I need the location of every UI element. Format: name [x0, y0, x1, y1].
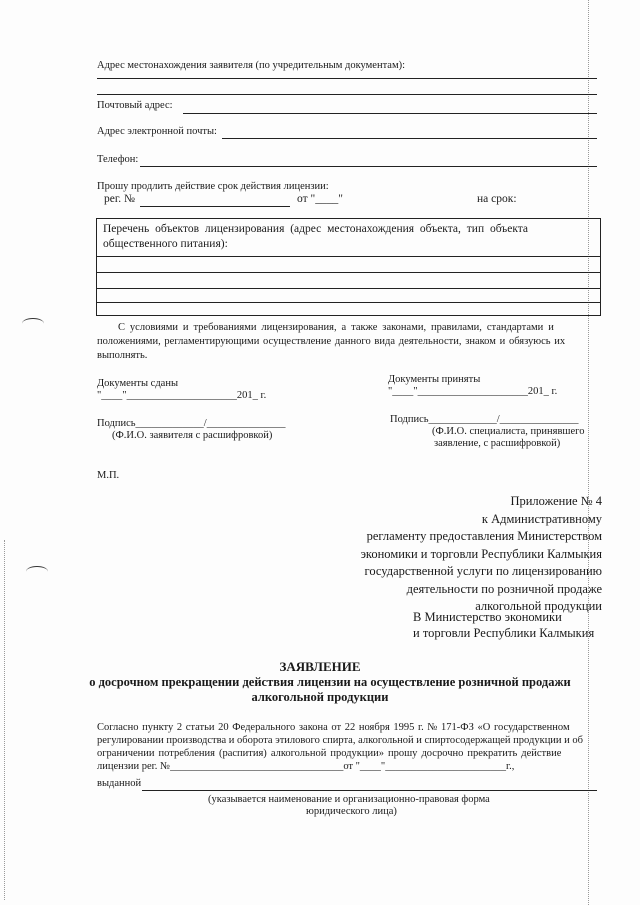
objects-row-line-2	[96, 272, 600, 273]
phone-line	[140, 166, 597, 167]
issued-to-line	[142, 790, 597, 791]
docs-submitted-label: Документы сданы	[97, 378, 179, 389]
statement-issued-label: выданной	[97, 778, 142, 789]
objects-row-line-4	[96, 302, 600, 303]
agreement-line-1: С условиями и требованиями лицензирования, а также законами, правилами, стандартами и	[118, 322, 554, 333]
term-label: на срок:	[477, 193, 517, 205]
statement-body-line-1: Согласно пункту 2 статьи 20 Федерального закона от 22 ноября 1995 г. № 171-ФЗ «О государственном	[97, 722, 570, 733]
punch-hole-mark-top	[22, 318, 44, 329]
punch-hole-mark-bottom	[26, 566, 48, 577]
statement-caption-2: юридического лица)	[306, 806, 397, 817]
appendix-line: экономики и торговли Республики Калмыкия	[360, 546, 602, 561]
postal-line	[183, 113, 597, 114]
scan-edge-left	[4, 540, 5, 900]
email-line	[222, 138, 597, 139]
appendix-line: государственной услуги по лицензированию	[364, 564, 602, 578]
appendix-line: алкогольной продукции	[475, 599, 602, 613]
statement-body-line-2: регулировании производства и оборота этилового спирта, алкогольной и спиртосодержащей продукции и об	[97, 735, 584, 746]
signature-specialist-caption-1: (Ф.И.О. специалиста, принявшего	[432, 426, 585, 437]
objects-label-line-2: общественного питания):	[103, 238, 228, 250]
appendix-line: к Административному	[481, 511, 602, 526]
addressee-line: и торговли Республики Калмыкия	[413, 626, 595, 640]
signature-specialist: Подпись_____________/_______________	[390, 414, 579, 425]
reg-no-label: рег. №	[104, 193, 135, 205]
addressee-line: В Министерство экономики	[413, 610, 562, 624]
appendix-line: Приложение № 4	[510, 494, 602, 508]
signature-specialist-caption-2: заявление, с расшифровкой)	[434, 438, 561, 449]
objects-row-line-1	[96, 256, 600, 257]
email-label: Адрес электронной почты:	[97, 126, 217, 137]
postal-label: Почтовый адрес:	[97, 100, 173, 111]
statement-body-line-3: ограничении потребления (распития) алкогольной продукции» прошу досрочно прекратить действие	[97, 748, 562, 759]
addressee-block	[413, 609, 594, 641]
appendix-line: регламенту предоставления Министерством	[366, 529, 602, 543]
address-line-1	[97, 78, 597, 79]
address-label: Адрес местонахождения заявителя (по учредительным документам):	[97, 60, 406, 71]
appendix-line: деятельности по розничной продаже	[406, 581, 602, 596]
statement-subtitle-1: о досрочном прекращении действия лицензии на осуществление розничной продажи	[89, 675, 571, 689]
reg-no-line	[140, 206, 290, 207]
objects-row-line-3	[96, 288, 600, 289]
statement-subtitle-2: алкогольной продукции	[251, 690, 389, 704]
statement-body-line-4: лицензии рег. №_________________________________от "____"_______________________г.,	[97, 761, 515, 772]
extend-request: Прошу продлить действие срок действия лицензии:	[97, 181, 329, 192]
appendix-header	[361, 493, 602, 616]
agreement-line-2: положениями, регламентирующими осуществление данного вида деятельности, знаком и обязуюсь их	[97, 336, 566, 347]
signature-applicant-caption: (Ф.И.О. заявителя с расшифровкой)	[112, 430, 273, 441]
docs-accepted-date: "____"_____________________201_ г.	[388, 386, 558, 397]
agreement-line-3: выполнять.	[97, 350, 148, 361]
objects-label-line-1: Перечень объектов лицензирования (адрес местонахождения объекта, тип объекта	[103, 223, 529, 235]
seal-placeholder: М.П.	[97, 470, 120, 481]
statement-title: ЗАЯВЛЕНИЕ	[279, 659, 361, 674]
signature-applicant: Подпись_____________/_______________	[97, 418, 286, 429]
from-date-label: от "____"	[297, 193, 343, 205]
address-line-2	[97, 94, 597, 95]
phone-label: Телефон:	[97, 154, 139, 165]
docs-submitted-date: "____"_____________________201_ г.	[97, 390, 267, 401]
docs-accepted-label: Документы приняты	[388, 374, 481, 385]
scan-edge-right	[588, 0, 589, 905]
statement-caption-1: (указывается наименование и организационно-правовая форма	[208, 794, 490, 805]
